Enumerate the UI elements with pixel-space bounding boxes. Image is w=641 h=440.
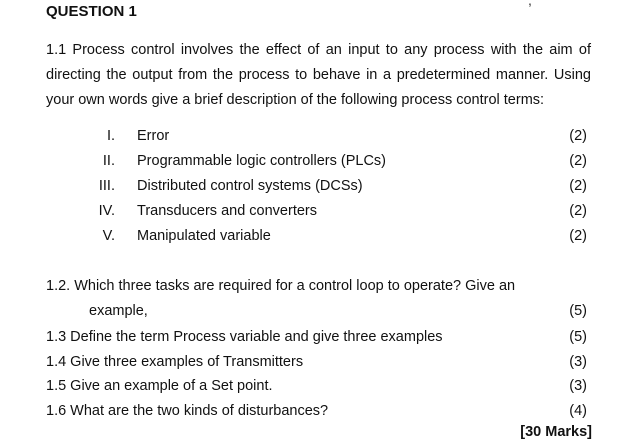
term-text: Transducers and converters [137, 203, 317, 219]
term-number: V. [102, 228, 115, 244]
question-heading: QUESTION 1 [46, 3, 137, 20]
term-item [0, 124, 641, 149]
question-1-4 [0, 350, 641, 375]
term-marks: (2) [569, 128, 587, 144]
term-number: II. [102, 153, 115, 169]
question-text: 1.2. Which three tasks are required for a control loop to operate? Give an [46, 278, 516, 294]
question-marks: (3) [569, 378, 587, 394]
question-1-2 [0, 274, 641, 299]
question-text: 1.6 What are the two kinds of disturbances? [46, 403, 329, 419]
term-text: Distributed control systems (DCSs) [137, 178, 363, 194]
term-item [0, 224, 641, 249]
term-item [0, 174, 641, 199]
question-1-6 [0, 399, 641, 424]
term-text: Manipulated variable [137, 228, 271, 244]
question-1-2-continued [0, 299, 641, 324]
intro-paragraph: 1.1 Process control involves the effect of an input to any process with the aim of directing the output from the process to behave in a predetermined manner. Using your own words give a brief description of the following process control terms: [46, 42, 591, 108]
question-marks: (3) [569, 354, 587, 370]
question-marks: (5) [569, 329, 587, 345]
top-corner-mark: , [528, 0, 532, 8]
term-number: III. [98, 178, 115, 194]
question-1-3 [0, 325, 641, 350]
question-text: 1.5 Give an example of a Set point. [46, 378, 273, 394]
term-text: Programmable logic controllers (PLCs) [137, 153, 386, 169]
term-text: Error [137, 128, 170, 144]
term-number: IV. [98, 203, 115, 219]
term-item [0, 149, 641, 174]
question-marks: (5) [569, 303, 587, 319]
term-marks: (2) [569, 228, 587, 244]
question-1-5 [0, 374, 641, 399]
term-number: I. [106, 128, 115, 144]
question-text: 1.4 Give three examples of Transmitters [46, 354, 304, 370]
question-marks: (4) [569, 403, 587, 419]
term-marks: (2) [569, 203, 587, 219]
question-text-continued: example, [89, 303, 148, 319]
term-marks: (2) [569, 178, 587, 194]
question-text: 1.3 Define the term Process variable and give three examples [46, 329, 443, 345]
term-marks: (2) [569, 153, 587, 169]
total-marks: [30 Marks] [520, 424, 592, 440]
term-item [0, 199, 641, 224]
